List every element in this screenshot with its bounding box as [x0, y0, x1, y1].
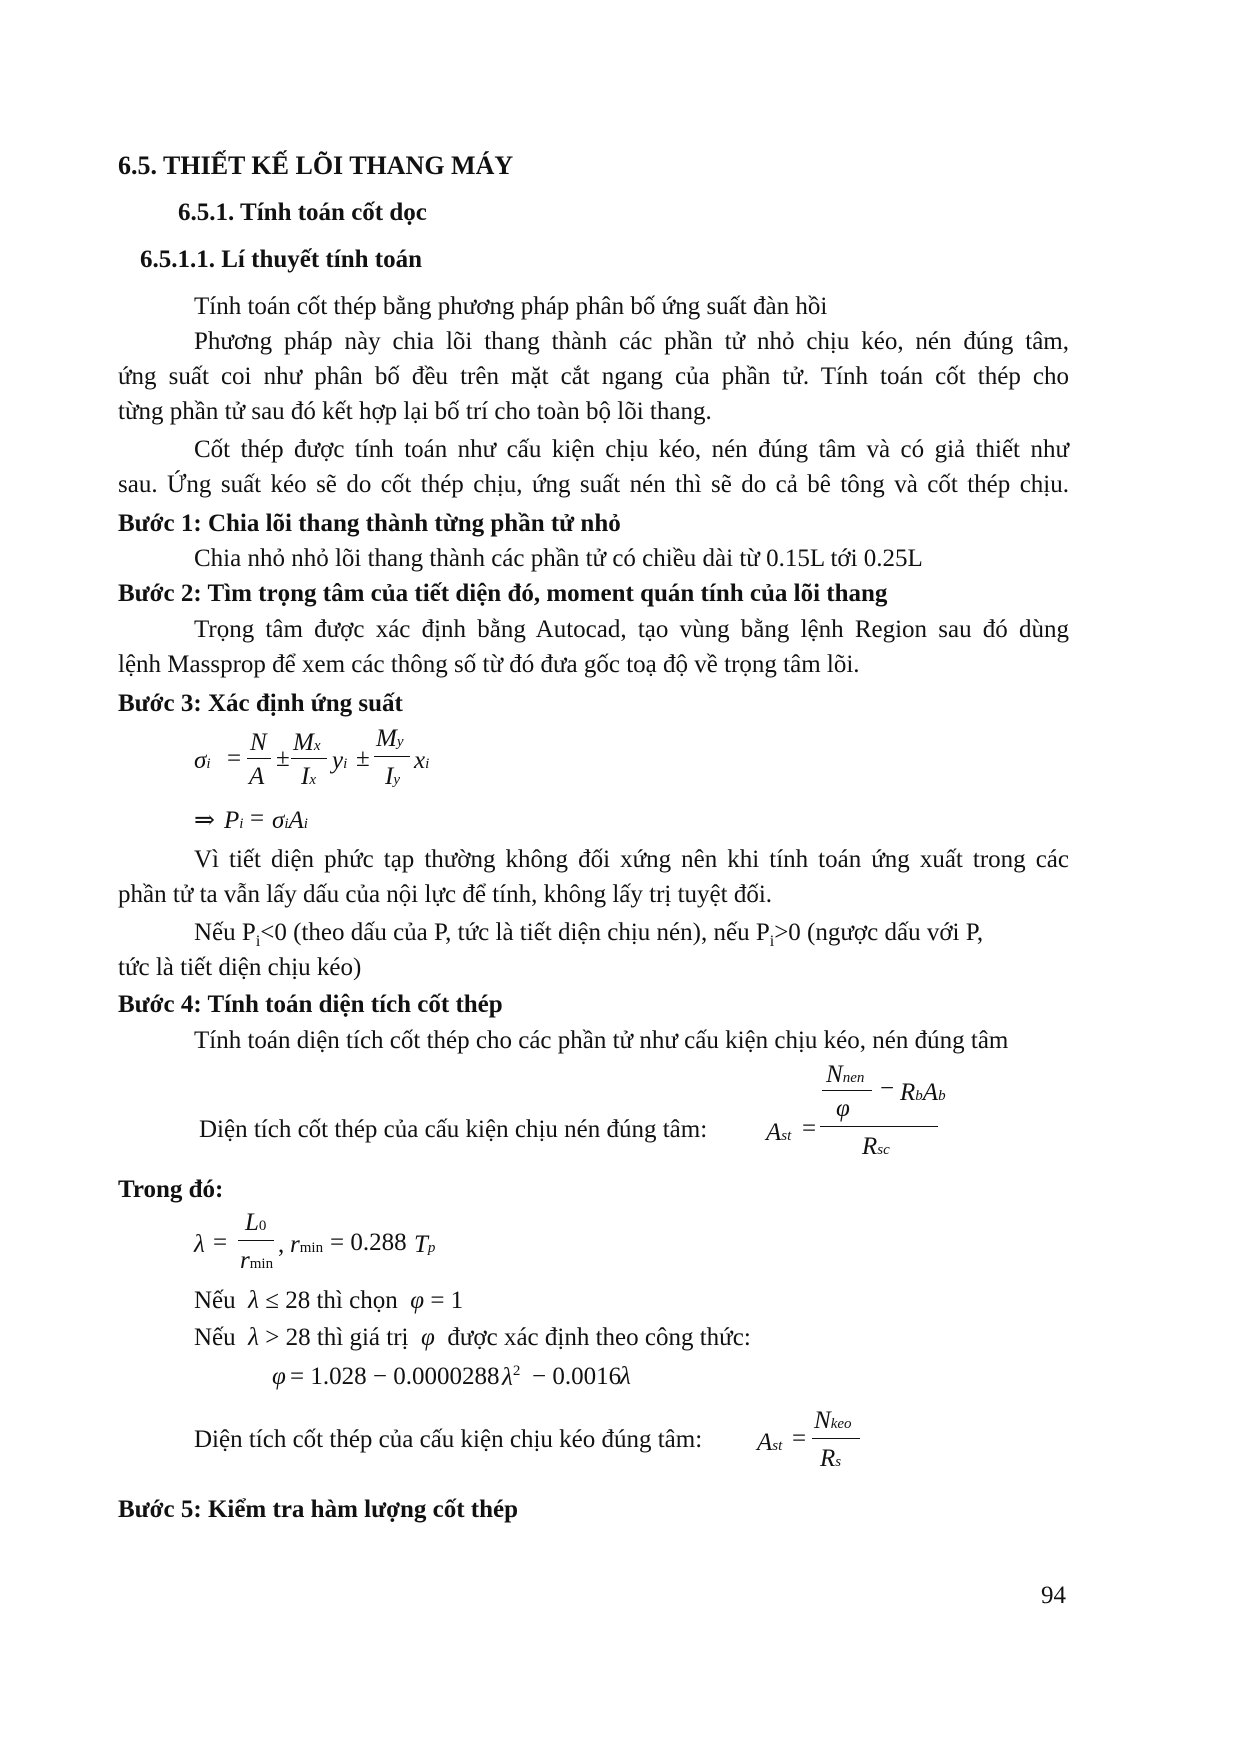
document-page: 6.5. THIẾT KẾ LÕI THANG MÁY 6.5.1. Tính toán cốt dọc 6.5.1.1. Lí thuyết tính toán Tính toán cốt thép bằng phương pháp phân bố ứng suất đàn hồi Phương pháp này chia lõi thang thành các phần tử nhỏ chịu kéo, nén đúng tâm, ứng suất coi như phân bố đều trên mặt cắt ngang của phần tử. Tính toán cốt thép cho từng phần tử sau đó kết hợp lại bố trí cho toàn bộ lõi thang. Cốt thép được tính toán như cấu kiện chịu kéo, nén đúng tâm và có giả thiết như sau. Ứng suất kéo sẽ do cốt thép chịu, ứng suất nén thì sẽ do cả bê tông và cốt thép chịu. Bước 1: Chia lõi thang thành từng phần tử nhỏ Chia nhỏ nhỏ lõi thang thành các phần tử có chiều dài từ 0.15L tới 0.25L Bước 2: Tìm trọng tâm của tiết diện đó, moment quán tính của lõi thang Trọng tâm được xác định bằng Autocad, tạo vùng bằng lệnh Region sau đó dùng lệnh Massprop để xem các thông số từ đó đưa gốc toạ độ về trọng tâm lõi. Bước 3: Xác định ứng suất σi = N A ± Mx Ix yi ± My Iy xi ⇒ Pi = σiAi Vì tiết diện phức tạp thường không đối xứng nên khi tính toán ứng xuất trong các phần tử ta vẫn lấy dấu của nội lực để tính, không lấy trị tuyệt đối. Nếu $P_i<0$ (theo dấu của P, tức là tiết diện chịu nén), nếu $P_i>0$ (ngược dấu với P, tức là tiết diện chịu kéo) Bước 4: Tính toán diện tích cốt thép Tính toán diện tích cốt thép cho các phần tử như cấu kiện chịu kéo, nén đúng tâm Diện tích cốt thép của cấu kiện chịu nén đúng tâm: Ast = Nnen φ − RbAb Rsc Trong đó: λ = L0 rmin , rmin = 0.288 Tp Nếu λ ≤ 28 thì chọn φ = 1 Nếu λ > 28 thì giá trị φ được xác định theo công thức: φ = 1.028 − 0.0000288 $\lambda^2$ − 0.0016 λ Diện tích cốt thép của cấu kiện chịu kéo đúng tâm: Ast = Nkeo Rs Bước 5: Kiểm tra hàm lượng cốt thép 94	[0, 0, 1240, 1754]
intro-paragraph-2-line-1: Phương pháp này chia lõi thang thành các phần tử nhỏ chịu kéo, nén đúng tâm,	[194, 328, 1069, 355]
step-5-title: Bước 5: Kiểm tra hàm lượng cốt thép	[118, 1496, 518, 1523]
heading-section: 6.5. THIẾT KẾ LÕI THANG MÁY	[118, 151, 514, 180]
step-1-title: Bước 1: Chia lõi thang thành từng phần tử nhỏ	[118, 510, 621, 537]
step-2-title: Bước 2: Tìm trọng tâm của tiết diện đó, moment quán tính của lõi thang	[118, 580, 888, 607]
heading-subsection: 6.5.1. Tính toán cốt dọc	[178, 199, 427, 226]
step-2-line-1: Trọng tâm được xác định bằng Autocad, tạo vùng bằng lệnh Region sau đó dùng	[194, 616, 1069, 643]
intro-paragraph-2-line-2: ứng suất coi như phân bố đều trên mặt cắt ngang của phần tử. Tính toán cốt thép cho	[118, 363, 1069, 390]
intro-paragraph-1: Tính toán cốt thép bằng phương pháp phân bố ứng suất đàn hồi	[194, 293, 828, 320]
condition-line-1: Nếu λ ≤ 28 thì chọn φ = 1	[194, 1287, 464, 1314]
step-2-line-2: lệnh Massprop để xem các thông số từ đó đưa gốc toạ độ về trọng tâm lõi.	[118, 651, 860, 678]
intro-paragraph-2-line-3: từng phần tử sau đó kết hợp lại bố trí cho toàn bộ lõi thang.	[118, 398, 712, 425]
condition-line-2: Nếu λ > 28 thì giá trị φ được xác định theo công thức:	[194, 1324, 751, 1351]
heading-subsubsection: 6.5.1.1. Lí thuyết tính toán	[140, 246, 422, 273]
step-3-line-3: Nếu $P_i<0$ (theo dấu của P, tức là tiết diện chịu nén), nếu $P_i>0$ (ngược dấu với P,	[194, 919, 984, 950]
step-3-title: Bước 3: Xác định ứng suất	[118, 690, 403, 717]
where-label: Trong đó:	[118, 1176, 224, 1203]
step-3-line-1: Vì tiết diện phức tạp thường không đối xứng nên khi tính toán ứng xuất trong các	[194, 846, 1069, 873]
compression-area-label: Diện tích cốt thép của cấu kiện chịu nén đúng tâm:	[199, 1116, 708, 1143]
tension-area-label: Diện tích cốt thép của cấu kiện chịu kéo đúng tâm:	[194, 1426, 703, 1453]
intro-paragraph-3-line-1: Cốt thép được tính toán như cấu kiện chịu kéo, nén đúng tâm và có giả thiết như	[194, 436, 1069, 463]
page-number: 94	[1041, 1582, 1066, 1609]
step-4-line-1: Tính toán diện tích cốt thép cho các phần tử như cấu kiện chịu kéo, nén đúng tâm	[194, 1027, 1009, 1054]
intro-paragraph-3-line-2: sau. Ứng suất kéo sẽ do cốt thép chịu, ứng suất nén thì sẽ do cả bê tông và cốt thép chịu.	[118, 471, 1069, 498]
step-3-line-2: phần tử ta vẫn lấy dấu của nội lực để tính, không lấy trị tuyệt đối.	[118, 881, 773, 908]
step-1-text: Chia nhỏ nhỏ lõi thang thành các phần tử có chiều dài từ 0.15L tới 0.25L	[194, 545, 923, 572]
step-3-line-4: tức là tiết diện chịu kéo)	[118, 954, 362, 981]
step-4-title: Bước 4: Tính toán diện tích cốt thép	[118, 991, 503, 1018]
